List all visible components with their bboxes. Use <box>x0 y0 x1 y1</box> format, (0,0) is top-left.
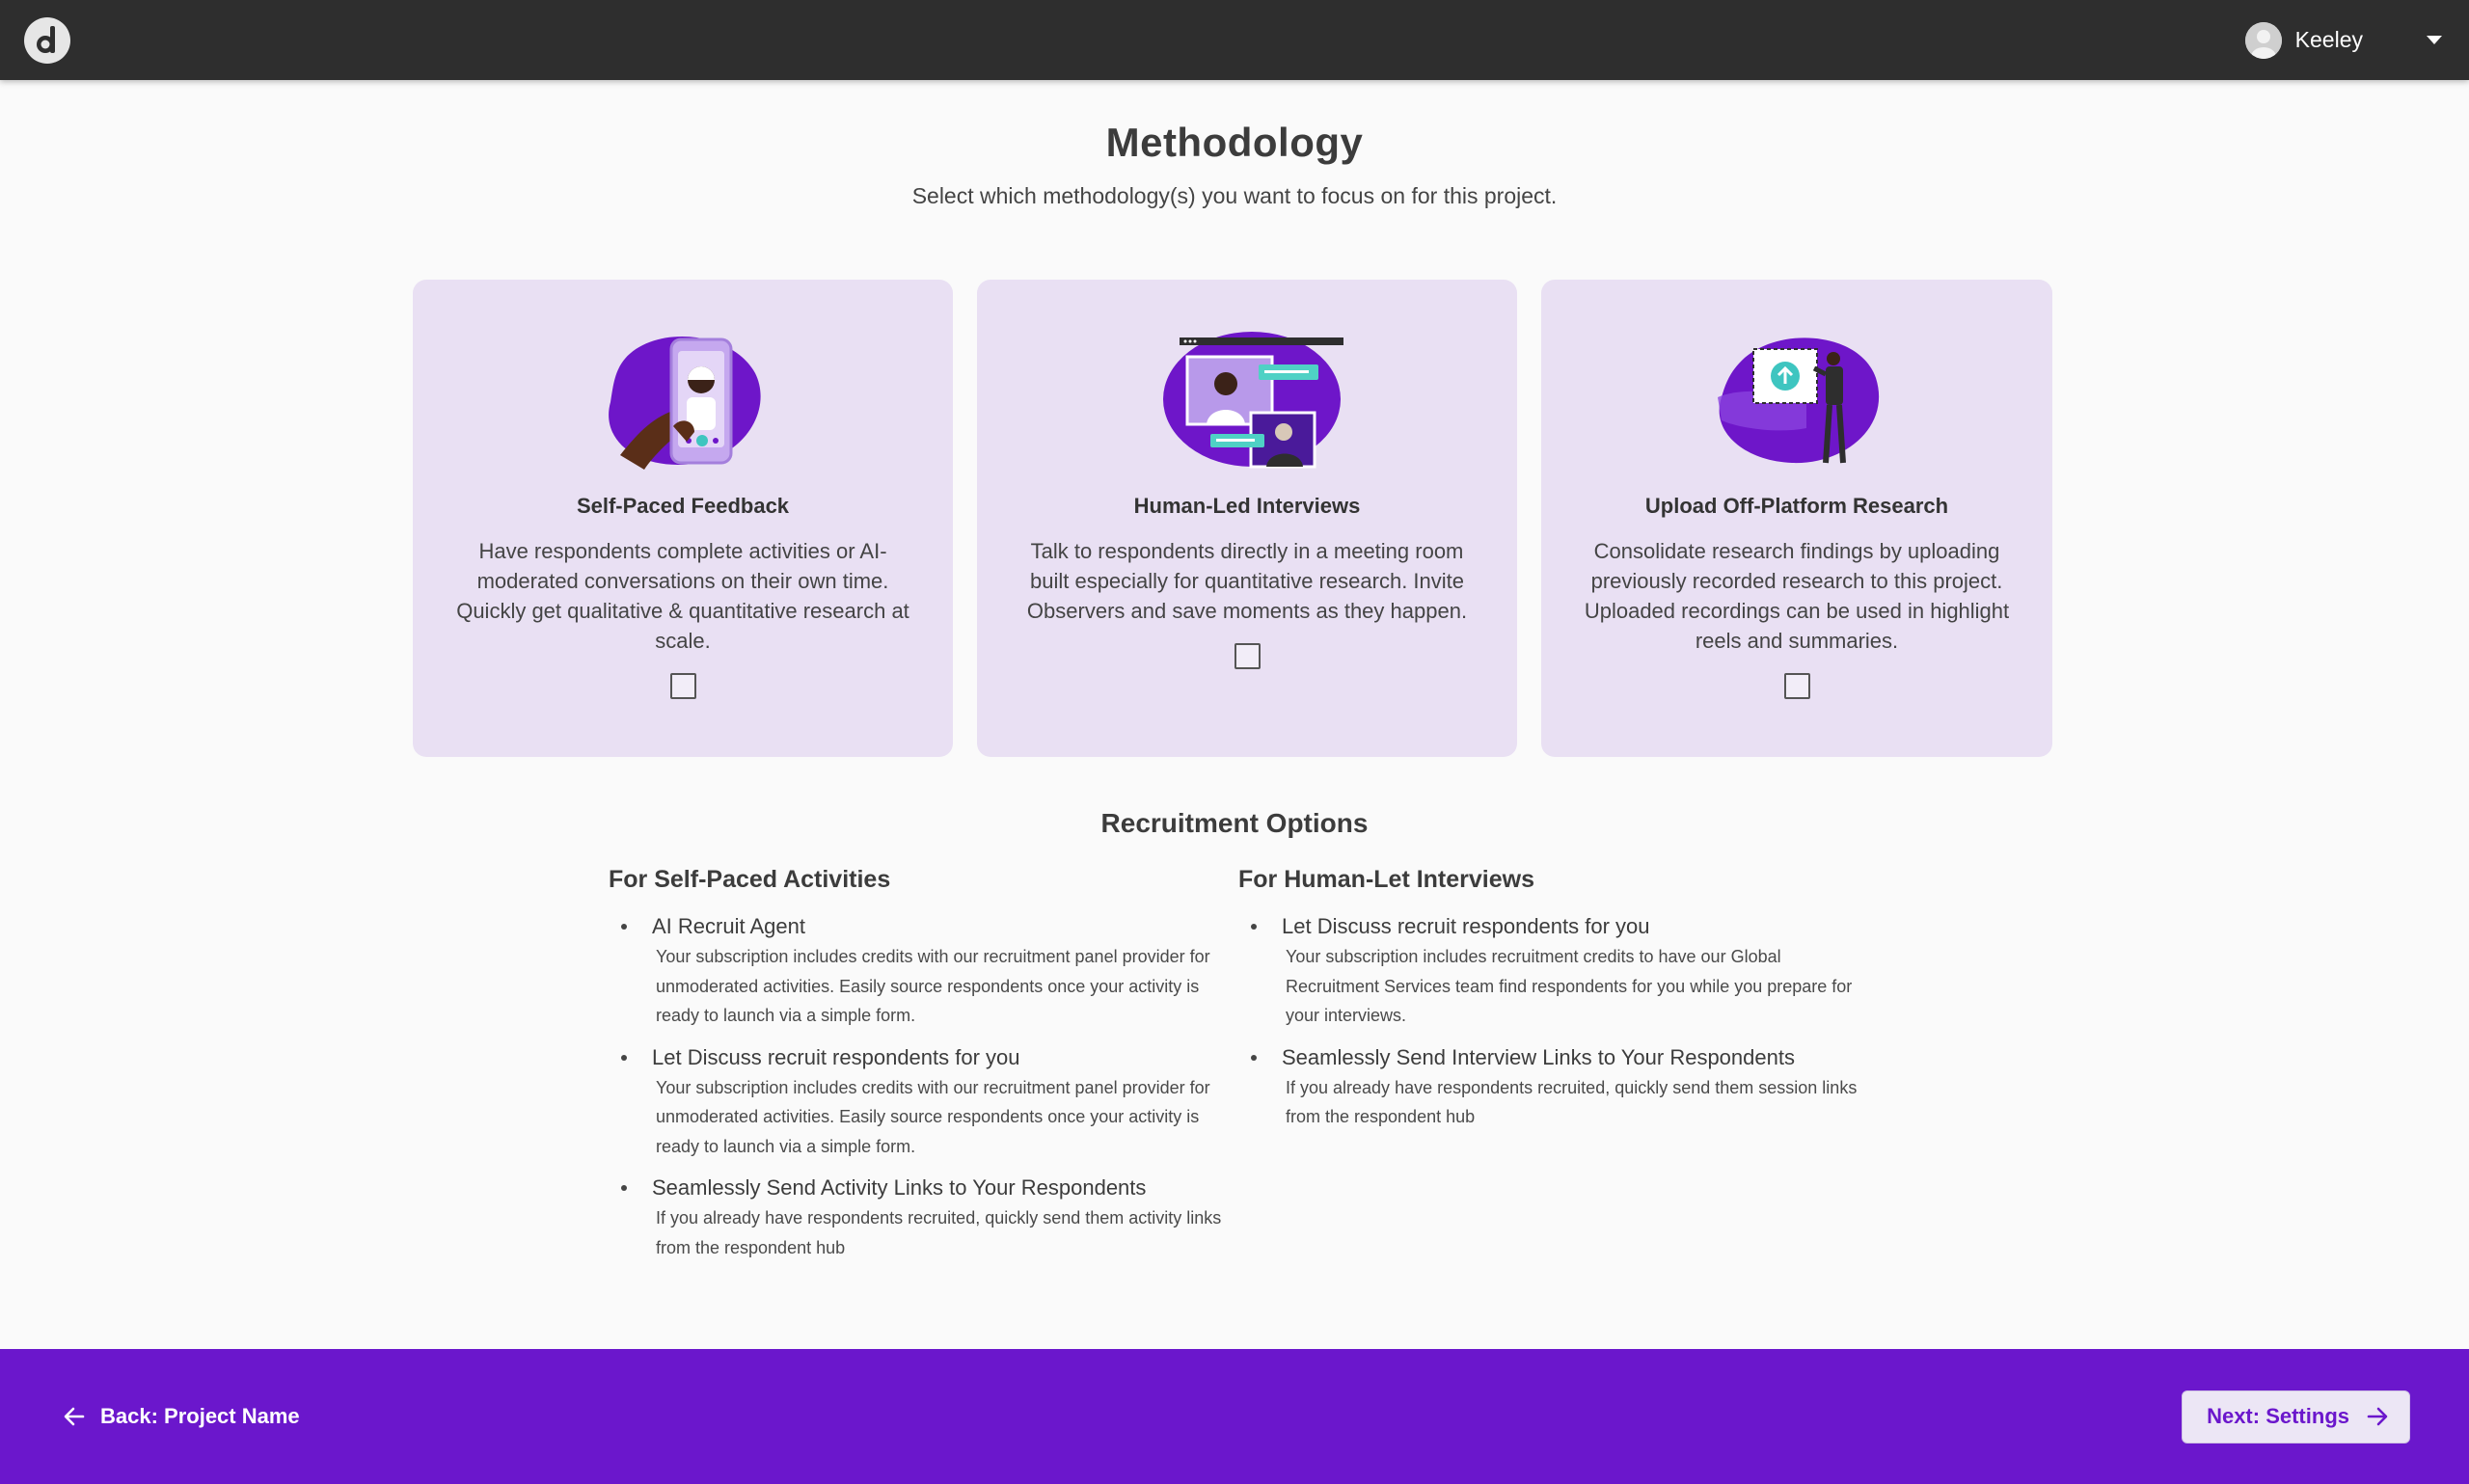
list-item <box>609 913 1226 1031</box>
list-item <box>1238 1044 1856 1132</box>
next-button[interactable] <box>2182 1390 2410 1444</box>
item-title: Let Discuss recruit respondents for you <box>652 1044 1020 1069</box>
back-button[interactable] <box>64 1404 300 1429</box>
user-menu[interactable] <box>2245 22 2442 59</box>
discuss-logo-icon[interactable] <box>23 16 71 65</box>
list-item <box>609 1044 1226 1162</box>
item-title: Let Discuss recruit respondents for you <box>1282 914 1650 938</box>
human-led-checkbox[interactable] <box>1234 643 1261 669</box>
arrow-left-icon <box>64 1406 85 1427</box>
methodology-card-self-paced[interactable] <box>413 280 953 757</box>
methodology-card-human-led[interactable] <box>977 280 1517 757</box>
card-description: Consolidate research findings by uploading previously recorded research to this project. Uploaded recordings can be used in highlight reels and summaries. <box>1584 539 2010 653</box>
self-paced-feedback-illustration <box>586 320 779 474</box>
item-title: Seamlessly Send Interview Links to Your Respondents <box>1282 1044 1795 1069</box>
interviews-recruitment-column <box>1238 866 1856 1146</box>
item-description: If you already have respondents recruited, quickly send them session links from the respondent hub <box>1286 1077 1858 1126</box>
list-item <box>1238 913 1856 1031</box>
upload-checkbox[interactable] <box>1784 673 1810 699</box>
item-description: Your subscription includes credits with our recruitment panel provider for unmoderated activities. Easily source respondents once your activity is ready to launch via a simple form. <box>656 1077 1210 1156</box>
item-title: AI Recruit Agent <box>652 914 805 938</box>
chevron-down-icon[interactable] <box>2427 36 2442 44</box>
top-nav-bar <box>0 0 2469 80</box>
recruitment-list <box>1238 913 1856 1132</box>
user-name[interactable]: Keeley <box>2294 27 2363 52</box>
user-avatar-icon <box>2245 22 2282 59</box>
methodology-card-upload[interactable] <box>1541 280 2052 757</box>
recruitment-title: Recruitment Options <box>1100 808 1369 838</box>
card-title: Human-Led Interviews <box>1133 494 1361 518</box>
page-subtitle: Select which methodology(s) you want to focus on for this project. <box>911 183 1558 208</box>
human-led-interviews-illustration <box>1151 320 1343 474</box>
item-description: Your subscription includes credits with our recruitment panel provider for unmoderated activities. Easily source respondents once your activity is ready to launch via a simple form. <box>656 947 1210 1025</box>
self-paced-recruitment-column <box>609 866 1226 1276</box>
card-title: Self-Paced Feedback <box>576 494 790 518</box>
page-title: Methodology <box>1105 120 1364 165</box>
recruitment-list <box>609 913 1226 1262</box>
item-description: Your subscription includes recruitment credits to have our Global Recruitment Services team find respondents for you while you prepare for your interviews. <box>1286 947 1853 1025</box>
card-title: Upload Off-Platform Research <box>1644 494 1949 518</box>
arrow-right-icon <box>2367 1406 2388 1427</box>
upload-research-illustration <box>1700 320 1893 474</box>
card-description: Have respondents complete activities or AI-moderated conversations on their own time. Quickly get qualitative & quantitative research at scale. <box>456 539 909 653</box>
self-paced-checkbox[interactable] <box>670 673 696 699</box>
next-button-label: Next: Settings <box>2207 1404 2349 1428</box>
card-description: Talk to respondents directly in a meeting room built especially for quantitative research. Invite Observers and save moments as they happen. <box>1026 539 1468 623</box>
column-heading: For Human-Let Interviews <box>1238 866 1534 893</box>
list-item <box>609 1174 1226 1262</box>
column-heading: For Self-Paced Activities <box>609 866 891 893</box>
methodology-cards <box>413 280 2052 757</box>
item-title: Seamlessly Send Activity Links to Your Respondents <box>652 1175 1147 1200</box>
wizard-footer <box>0 1349 2469 1484</box>
item-description: If you already have respondents recruited, quickly send them activity links from the respondent hub <box>656 1208 1222 1257</box>
avatar[interactable] <box>2245 22 2282 59</box>
back-button-label: Back: Project Name <box>100 1404 300 1428</box>
